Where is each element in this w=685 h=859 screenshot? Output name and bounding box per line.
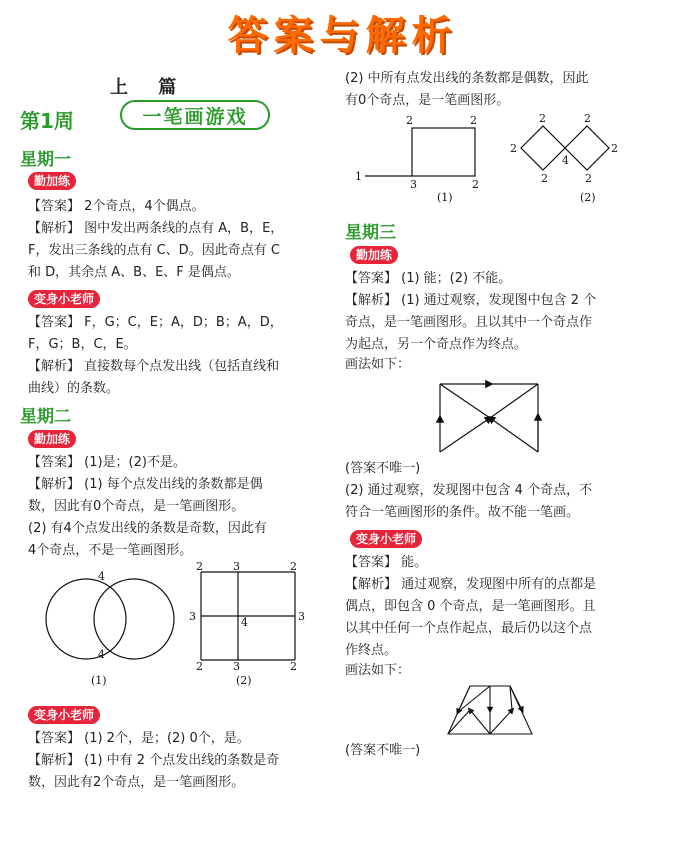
vertex-label: 1 [355,170,362,183]
analysis-text: 奇点，是一笔画图形。且以其中一个奇点作 [345,315,593,330]
answer-text: 【答案】 2个奇点，4个偶点。 [28,199,205,214]
vertex-label: 2 [196,660,203,673]
analysis-text: 【解析】 (1) 通过观察，发现图中包含 2 个 [345,293,597,308]
figure-caption: (1) [437,191,453,204]
part-title: 上 篇 [110,77,189,98]
analysis-text: 为起点，另一个奇点作为终点。 [345,337,528,352]
analysis-text: 数，因此有2个奇点，是一笔画图形。 [28,775,245,790]
answer-text: 【答案】 (1) 能；(2) 不能。 [345,271,512,286]
figure-caption: (1) [91,674,107,687]
vertex-label: 3 [189,610,196,623]
answer-text: F，G；B，C，E。 [28,337,137,352]
analysis-text: 【解析】 直接数每个点发出线（包括直线和 [28,359,280,374]
answer-text: 【答案】 能。 [345,555,428,570]
method-label: 画法如下： [345,357,411,372]
analysis-text: 和 D，其余点 A、B、E、F 是偶点。 [28,265,240,280]
vertex-label: 4 [98,570,105,583]
vertex-label: 2 [472,178,479,191]
topic-title: 一笔画游戏 [120,100,270,130]
analysis-text: 【解析】 (1) 中有 2 个点发出线的条数是奇 [28,753,280,768]
note-text: (答案不唯一) [345,461,421,476]
vertex-label: 2 [510,142,517,155]
note-text: (答案不唯一) [345,743,421,758]
vertex-label: 3 [233,660,240,673]
vertex-label: 3 [233,562,240,573]
practice-tag: 勤加练 [28,172,76,190]
analysis-text: (2) 有4个点发出线的条数是奇数，因此有 [28,521,267,536]
rectangle-tail-figure [365,128,475,176]
analysis-text: F，发出三条线的点有 C、D。因此奇点有 C [28,243,280,258]
analysis-text: 作终点。 [345,643,398,658]
vertex-label: 2 [584,112,591,125]
practice-tag: 勤加练 [28,430,76,448]
figure-caption: (2) [580,191,596,204]
right-top-figures [345,110,620,205]
analysis-text: 有0个奇点，是一笔画图形。 [345,93,510,108]
analysis-text: 数，因此有0个奇点，是一笔画图形。 [28,499,245,514]
tuesday-figures [36,562,326,694]
vertex-label: 2 [539,112,546,125]
grid-figure [201,572,295,660]
vertex-label: 3 [298,610,305,623]
vertex-label: 3 [410,178,417,191]
day-heading-monday: 星期一 [20,150,71,170]
two-circles-figure [46,579,174,659]
week-label: 第1周 [20,109,74,133]
method-label: 画法如下： [345,663,411,678]
answer-text: 【答案】 (1)是；(2)不是。 [28,455,186,470]
analysis-text: 以其中任何一个点作起点，最后仍以这个点 [345,621,593,636]
vertex-label: 4 [562,154,569,167]
teacher-tag: 变身小老师 [28,706,100,724]
analysis-text: 4个奇点，不是一笔画图形。 [28,543,193,558]
analysis-text: 【解析】 通过观察，发现图中所有的点都是 [345,577,597,592]
answer-text: 【答案】 F，G；C，E；A，D；B；A，D， [28,315,283,330]
day-heading-tuesday: 星期二 [20,407,71,427]
vertex-label: 2 [406,114,413,127]
page-title: 答案与解析 [227,13,458,59]
analysis-text: 偶点，即包含 0 个奇点，是一笔画图形。且 [345,599,596,614]
vertex-label: 2 [290,562,297,573]
answer-text: 【答案】 (1) 2个，是；(2) 0个，是。 [28,731,250,746]
vertex-label: 2 [611,142,618,155]
analysis-text: (2) 中所有点发出线的条数都是偶数，因此 [345,71,589,86]
practice-tag: 勤加练 [350,246,398,264]
analysis-text: (2) 通过观察，发现图中包含 4 个奇点，不 [345,483,593,498]
analysis-text: 【解析】 (1) 每个点发出线的条数都是偶 [28,477,263,492]
vertex-label: 2 [196,562,203,573]
figure-caption: (2) [236,674,252,687]
vertex-label: 2 [290,660,297,673]
teacher-tag: 变身小老师 [28,290,100,308]
analysis-text: 曲线）的条数。 [28,381,120,396]
path-drawing-figure-1 [430,378,550,458]
teacher-tag: 变身小老师 [350,530,422,548]
vertex-label: 2 [470,114,477,127]
analysis-text: 符合一笔画图形的条件。故不能一笔画。 [345,505,580,520]
analysis-text: 【解析】 图中发出两条线的点有 A，B，E， [28,221,284,236]
path-drawing-figure-2 [440,680,540,740]
vertex-label: 4 [98,648,105,661]
vertex-label: 2 [541,172,548,185]
day-heading-wednesday: 星期三 [345,223,396,243]
vertex-label: 4 [241,616,248,629]
vertex-label: 2 [585,172,592,185]
